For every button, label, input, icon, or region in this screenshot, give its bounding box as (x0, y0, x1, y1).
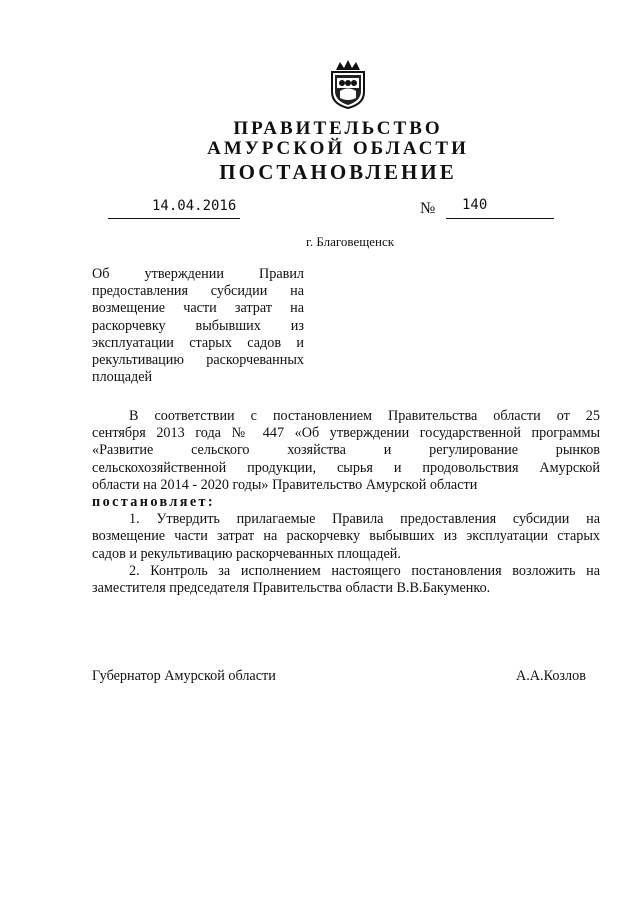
subject-line: предоставления субсидии на (92, 283, 304, 300)
document-body (92, 408, 600, 597)
body-line: «Развитие сельского хозяйства и регулирование рынков (92, 442, 600, 459)
document-number: 140 (462, 197, 488, 213)
signatory-name: А.А.Козлов (516, 668, 586, 684)
body-line: садов и рекультивацию раскорчеванных площадей. (92, 545, 401, 562)
body-line: заместителя председателя Правительства области В.В.Бакуменко. (92, 580, 491, 597)
body-line: В соответствии с постановлением Правительства области от 25 (129, 408, 600, 424)
subject-line: раскорчевку выбывших из (92, 317, 304, 334)
body-line: 2. Контроль за исполнением настоящего постановления возложить на (129, 562, 600, 579)
subject-line: площадей (92, 369, 153, 386)
body-line: возмещение части затрат на раскорчевку выбывших из эксплуатации старых (92, 528, 600, 545)
region-name: АМУРСКОЙ ОБЛАСТИ (207, 138, 469, 159)
document-date: 14.04.2016 (152, 198, 237, 214)
number-label: № (420, 200, 436, 217)
body-line: сельскохозяйственной продукции, сырья и продовольствия Амурской (92, 459, 600, 476)
government-name: ПРАВИТЕЛЬСТВО (233, 118, 443, 139)
body-line: сентября 2013 года № 447 «Об утверждении государственной программы (92, 425, 600, 442)
body-line: области на 2014 - 2020 годы» Правительство Амурской области (92, 476, 478, 493)
document-type: ПОСТАНОВЛЕНИЕ (219, 160, 457, 184)
subject-line: возмещение части затрат на (92, 300, 304, 317)
body-line: 1. Утвердить прилагаемые Правила предоставления субсидии на (129, 511, 600, 528)
signatory-position: Губернатор Амурской области (92, 668, 276, 684)
subject-line: Об утверждении Правил (92, 266, 304, 282)
subject-line: эксплуатации старых садов и (92, 334, 304, 351)
decree-word: постановляет: (92, 494, 216, 511)
subject-line: рекультивацию раскорчеванных (92, 352, 304, 369)
coat-of-arms-icon (326, 58, 370, 110)
document-subject (92, 266, 304, 386)
city: г. Благовещенск (305, 234, 395, 249)
